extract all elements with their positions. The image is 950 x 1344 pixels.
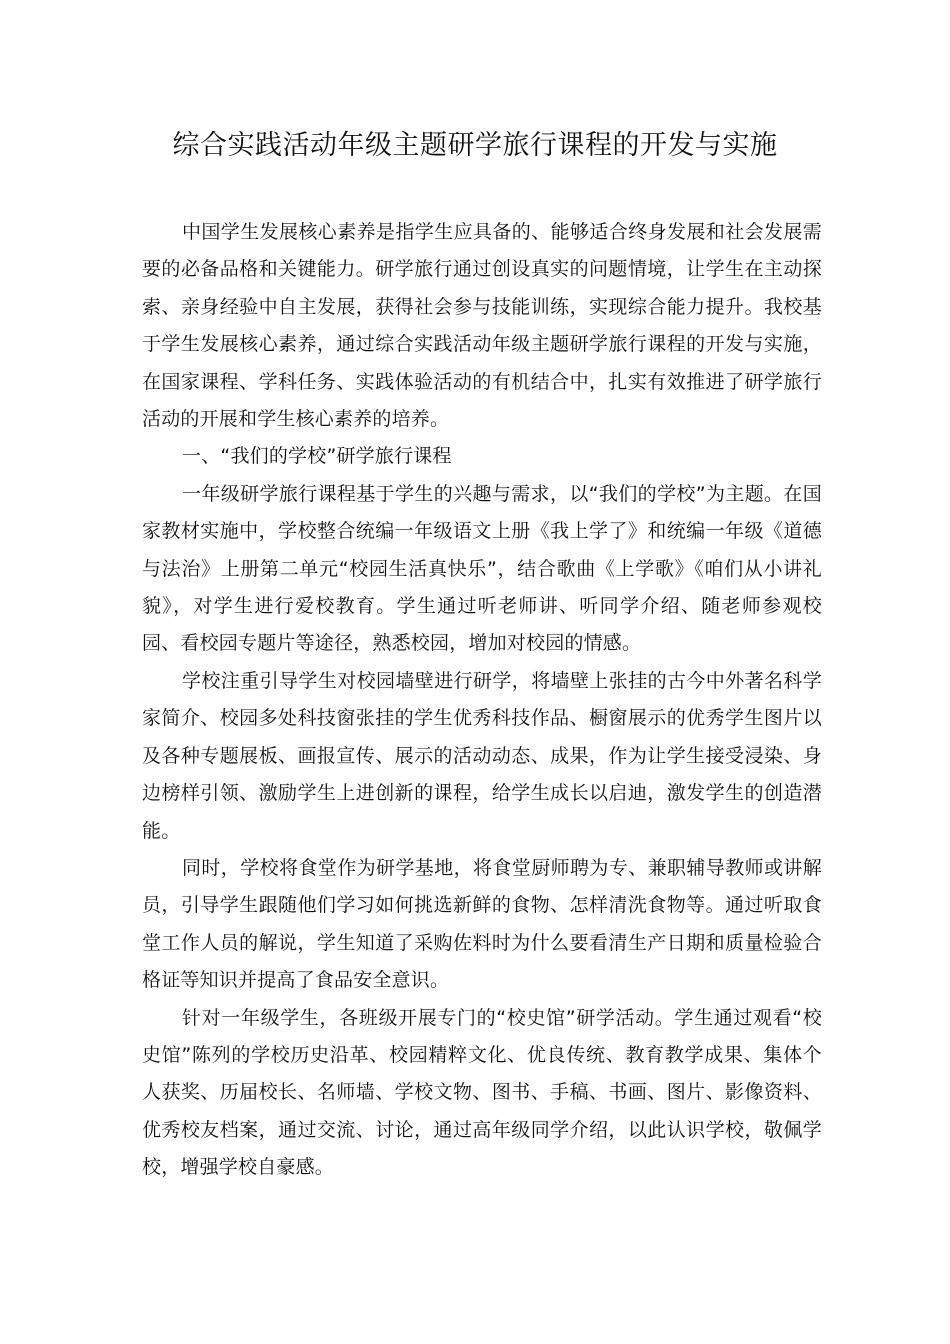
document-body — [142, 214, 822, 1187]
paragraph-intro: 中国学生发展核心素养是指学生应具备的、能够适合终身发展和社会发展需要的必备品格和关键能力。研学旅行通过创设真实的问题情境，让学生在主动探索、亲身经验中自主发展，获得社会参与技能训练，实现综合能力提升。我校基于学生发展核心素养，通过综合实践活动年级主题研学旅行课程的开发与实施，在国家课程、学科任务、实践体验活动的有机结合中，扎实有效推进了研学旅行活动的开展和学生核心素养的培养。 — [142, 221, 822, 431]
paragraph-school-history-museum: 针对一年级学生，各班级开展专门的“校史馆”研学活动。学生通过观看“校史馆”陈列的学校历史沿革、校园精粹文化、优良传统、教育教学成果、集体个人获奖、历届校长、名师墙、学校文物、图书、手稿、书画、图片、影像资料、优秀校友档案，通过交流、讨论，通过高年级同学介绍，以此认识学校，敬佩学校，增强学校自豪感。 — [142, 1006, 822, 1179]
paragraph-canteen: 同时，学校将食堂作为研学基地，将食堂厨师聘为专、兼职辅导教师或讲解员，引导学生跟随他们学习如何挑选新鲜的食物、怎样清洗食物等。通过听取食堂工作人员的解说，学生知道了采购佐料时为什么要看清生产日期和质量检验合格证等知识并提高了食品安全意识。 — [142, 856, 822, 992]
paragraph-grade-one-course: 一年级研学旅行课程基于学生的兴趣与需求，以“我们的学校”为主题。在国家教材实施中，学校整合统编一年级语文上册《我上学了》和统编一年级《道德与法治》上册第二单元“校园生活真快乐”，结合歌曲《上学歌》《咱们从小讲礼貌》，对学生进行爱校教育。学生通过听老师讲、听同学介绍、随老师参观校园、看校园专题片等途径，熟悉校园，增加对校园的情感。 — [142, 482, 822, 655]
paragraph-campus-walls: 学校注重引导学生对校园墙壁进行研学，将墙壁上张挂的古今中外著名科学家简介、校园多处科技窗张挂的学生优秀科技作品、橱窗展示的优秀学生图片以及各种专题展板、画报宣传、展示的活动动态、成果，作为让学生接受浸染、身边榜样引领、激励学生上进创新的课程，给学生成长以启迪，激发学生的创造潜能。 — [142, 669, 822, 842]
document-title: 综合实践活动年级主题研学旅行课程的开发与实施 — [172, 130, 778, 161]
section-heading-1: 一、“我们的学校”研学旅行课程 — [182, 445, 452, 468]
